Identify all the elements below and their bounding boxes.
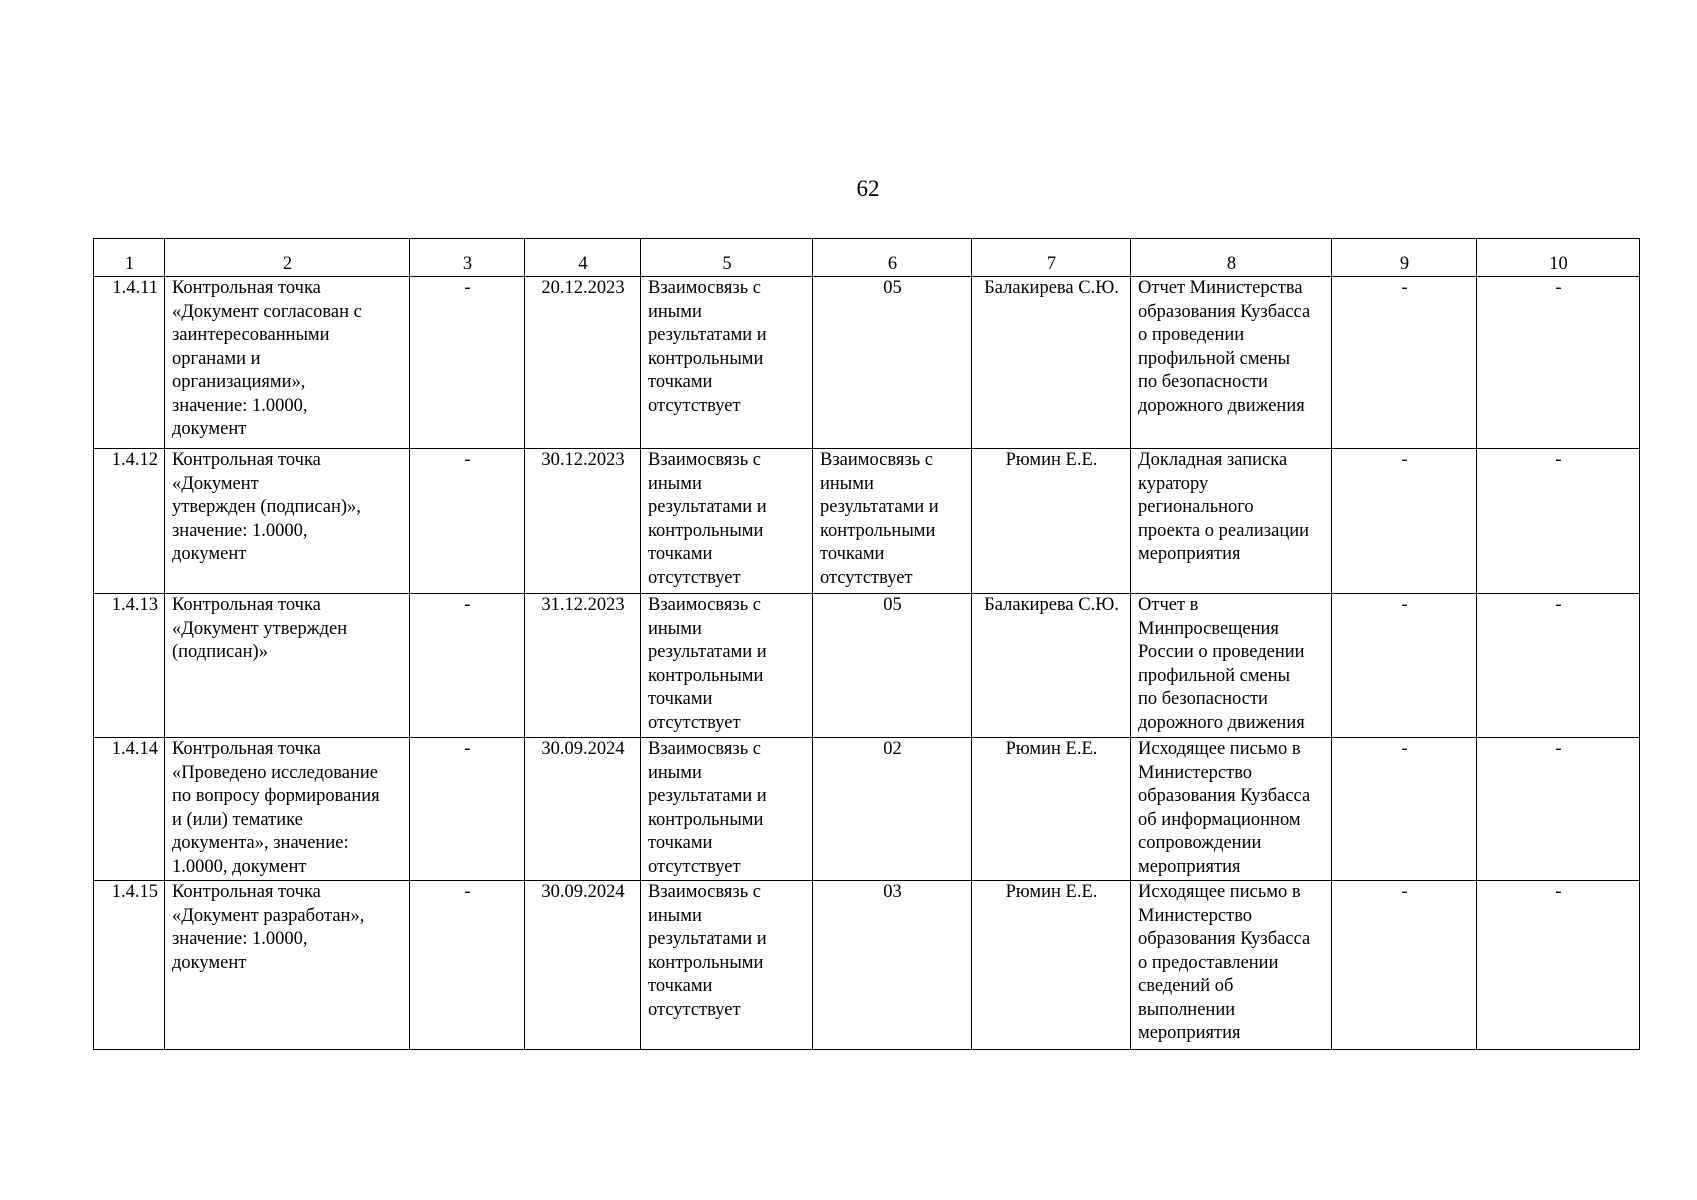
result-document: Докладная записка куратору регионального проекта о реализации мероприятия <box>1131 449 1332 594</box>
relation-text: Взаимосвязь с иными результатами и контрольными точками отсутствует <box>641 881 813 1050</box>
due-date: 31.12.2023 <box>525 594 641 738</box>
cell-col-10: - <box>1477 277 1640 449</box>
due-date: 30.12.2023 <box>525 449 641 594</box>
cell-col-6: 05 <box>813 277 972 449</box>
due-date: 30.09.2024 <box>525 738 641 881</box>
cell-col-3: - <box>410 277 525 449</box>
row-number: 1.4.15 <box>94 881 165 1050</box>
table-row <box>94 277 1640 449</box>
cell-col-9: - <box>1332 594 1477 738</box>
column-header-6: 6 <box>813 239 972 277</box>
column-header-3: 3 <box>410 239 525 277</box>
cell-col-3: - <box>410 449 525 594</box>
responsible-person: Балакирева С.Ю. <box>972 277 1131 449</box>
row-number: 1.4.12 <box>94 449 165 594</box>
result-document: Исходящее письмо в Министерство образования Кузбасса об информационном сопровождении мероприятия <box>1131 738 1332 881</box>
table-row <box>94 881 1640 1050</box>
column-header-8: 8 <box>1131 239 1332 277</box>
column-header-10: 10 <box>1477 239 1640 277</box>
column-header-5: 5 <box>641 239 813 277</box>
responsible-person: Рюмин Е.Е. <box>972 449 1131 594</box>
cell-col-9: - <box>1332 881 1477 1050</box>
cell-col-6: 02 <box>813 738 972 881</box>
control-points-table <box>93 238 1640 1050</box>
relation-text: Взаимосвязь с иными результатами и контрольными точками отсутствует <box>641 738 813 881</box>
row-number: 1.4.14 <box>94 738 165 881</box>
cell-col-6: 05 <box>813 594 972 738</box>
control-point-name: Контрольная точка «Документ утвержден (подписан)», значение: 1.0000, документ <box>165 449 410 594</box>
row-number: 1.4.13 <box>94 594 165 738</box>
page-number: 62 <box>856 176 880 201</box>
responsible-person: Рюмин Е.Е. <box>972 738 1131 881</box>
column-header-1: 1 <box>94 239 165 277</box>
cell-col-6: 03 <box>813 881 972 1050</box>
due-date: 30.09.2024 <box>525 881 641 1050</box>
responsible-person: Балакирева С.Ю. <box>972 594 1131 738</box>
table-row <box>94 449 1640 594</box>
cell-col-3: - <box>410 881 525 1050</box>
cell-col-10: - <box>1477 449 1640 594</box>
table-row <box>94 594 1640 738</box>
relation-text: Взаимосвязь с иными результатами и контрольными точками отсутствует <box>641 594 813 738</box>
cell-col-9: - <box>1332 449 1477 594</box>
cell-col-10: - <box>1477 881 1640 1050</box>
cell-col-10: - <box>1477 738 1640 881</box>
result-document: Отчет Министерства образования Кузбасса о проведении профильной смены по безопасности дорожного движения <box>1131 277 1332 449</box>
control-point-name: Контрольная точка «Документ разработан», значение: 1.0000, документ <box>165 881 410 1050</box>
control-point-name: Контрольная точка «Проведено исследование по вопросу формирования и (или) тематике документа», значение: 1.0000, документ <box>165 738 410 881</box>
cell-col-6: Взаимосвязь с иными результатами и контрольными точками отсутствует <box>813 449 972 594</box>
relation-text: Взаимосвязь с иными результатами и контрольными точками отсутствует <box>641 277 813 449</box>
cell-col-9: - <box>1332 738 1477 881</box>
due-date: 20.12.2023 <box>525 277 641 449</box>
table-row <box>94 738 1640 881</box>
responsible-person: Рюмин Е.Е. <box>972 881 1131 1050</box>
result-document: Отчет в Минпросвещения России о проведении профильной смены по безопасности дорожного движения <box>1131 594 1332 738</box>
cell-col-3: - <box>410 738 525 881</box>
cell-col-3: - <box>410 594 525 738</box>
row-number: 1.4.11 <box>94 277 165 449</box>
column-header-2: 2 <box>165 239 410 277</box>
cell-col-10: - <box>1477 594 1640 738</box>
control-point-name: Контрольная точка «Документ согласован с заинтересованными органами и организациями», значение: 1.0000, документ <box>165 277 410 449</box>
column-header-4: 4 <box>525 239 641 277</box>
control-point-name: Контрольная точка «Документ утвержден (подписан)» <box>165 594 410 738</box>
header-row <box>94 239 1640 277</box>
result-document: Исходящее письмо в Министерство образования Кузбасса о предоставлении сведений об выполнении мероприятия <box>1131 881 1332 1050</box>
cell-col-9: - <box>1332 277 1477 449</box>
column-header-7: 7 <box>972 239 1131 277</box>
relation-text: Взаимосвязь с иными результатами и контрольными точками отсутствует <box>641 449 813 594</box>
column-header-9: 9 <box>1332 239 1477 277</box>
